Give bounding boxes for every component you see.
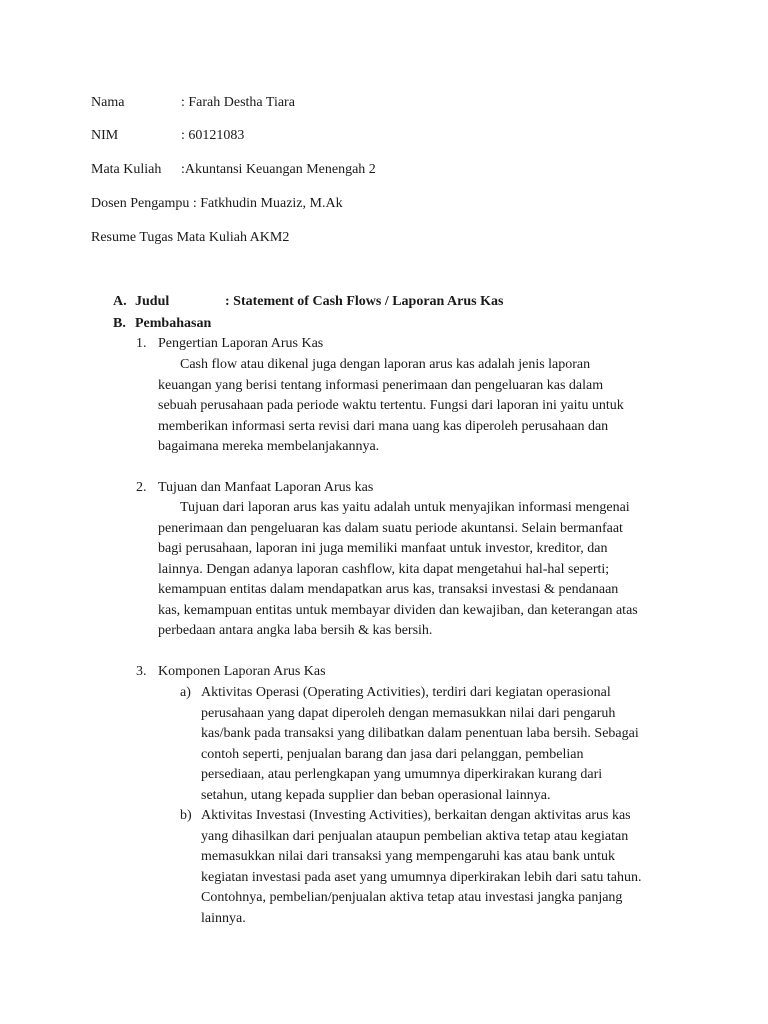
paragraph-line: yang dihasilkan dari penjualan ataupun pembelian aktiva tetap atau kegiatan [201,828,629,844]
paragraph-line: kemampuan entitas dalam mendapatkan arus kas, transaksi investasi & pendanaan [158,582,619,597]
item-2-marker: 2. [136,480,147,495]
nim-label: NIM [91,128,119,143]
resume-line: Resume Tugas Mata Kuliah AKM2 [91,230,290,245]
paragraph-line: sebuah perusahaan pada periode waktu tertentu. Fungsi dari laporan ini yaitu untuk [158,398,624,413]
paragraph-line: lainnya. [201,910,246,926]
mata-kuliah-row [91,160,376,181]
section-a-marker: A. [113,294,127,309]
mata-kuliah-label: Mata Kuliah [91,162,162,177]
item-2-paragraph [158,498,688,642]
paragraph-line: perbedaan antara angka laba bersih & kas bersih. [158,623,433,638]
dosen-row [91,194,343,215]
dosen-line: Dosen Pengampu : Fatkhudin Muaziz, M.Ak [91,196,343,211]
section-a-judul [113,292,503,313]
paragraph-line: bagi perusahaan, laporan ini juga memiliki manfaat untuk investor, kreditor, dan [158,541,608,556]
item-1-paragraph [158,355,688,458]
paragraph-line: lainnya. Dengan adanya laporan cashflow, kita dapat mengetahui hal-hal seperti; [158,561,610,577]
section-b-label: Pembahasan [135,316,212,331]
item-3-marker: 3. [136,664,147,679]
paragraph-line: perusahaan yang dapat diperoleh dengan memasukkan nilai dari pengaruh [201,705,616,721]
subitem-b-marker: b) [180,808,192,823]
paragraph-line: setahun, utang kepada supplier dan beban operasional lainnya. [201,787,551,803]
paragraph-line: keuangan yang berisi tentang informasi penerimaan dan pengeluaran kas dalam [158,377,604,393]
paragraph-line: penerimaan dan pengeluaran kas dalam suatu periode akuntansi. Selain bermanfaat [158,520,623,536]
section-a-label: Judul [135,294,170,309]
subitem-a-paragraph [201,683,681,806]
paragraph-line: contoh seperti, penjualan barang dan jasa dari pelanggan, pembelian [201,746,584,762]
item-1-title: Pengertian Laporan Arus Kas [158,336,324,351]
subitem-b-marker-wrap [180,806,201,827]
section-b-marker: B. [113,316,126,331]
paragraph-line: Cash flow atau dikenal juga dengan laporan arus kas adalah jenis laporan [180,357,591,372]
paragraph-line: memasukkan nilai dari transaksi yang mempengaruhi kas atau bank untuk [201,849,616,864]
paragraph-line: kas, kemampuan entitas untuk membayar dividen dan kewajiban, dan keterangan atas [158,602,638,618]
nama-row [91,93,295,114]
paragraph-line: Aktivitas Investasi (Investing Activities), berkaitan dengan aktivitas arus kas [201,808,631,823]
mata-kuliah-value: :Akuntansi Keuangan Menengah 2 [181,162,376,177]
paragraph-line: Tujuan dari laporan arus kas yaitu adalah untuk menyajikan informasi mengenai [180,500,630,515]
paragraph-line: bagaimana mereka membelanjakannya. [158,439,380,454]
nim-value: : 60121083 [181,128,245,143]
paragraph-line: memberikan informasi serta revisi dari mana uang kas diperoleh perusahaan dan [158,418,609,434]
item-2-heading [136,478,373,499]
resume-row [91,228,289,249]
paragraph-line: Aktivitas Operasi (Operating Activities), terdiri dari kegiatan operasional [201,685,611,700]
paragraph-line: persediaan, atau perlengkapan yang umumnya diperkirakan kurang dari [201,767,603,782]
nim-row [91,126,244,147]
item-1-heading [136,334,323,355]
subitem-a-marker-wrap [180,683,201,704]
paragraph-line: Contohnya, pembelian/penjualan aktiva tetap atau investasi jangka panjang [201,890,623,905]
paragraph-line: kegiatan investasi pada aset yang umumnya diperkirakan lebih dari satu tahun. [201,869,642,885]
item-1-marker: 1. [136,336,147,351]
section-b-pembahasan [113,314,211,335]
item-3-title: Komponen Laporan Arus Kas [158,664,326,679]
subitem-a-marker: a) [180,685,191,700]
nama-value: : Farah Destha Tiara [181,95,295,110]
nama-label: Nama [91,95,125,110]
item-3-heading [136,662,326,683]
section-a-value: : Statement of Cash Flows / Laporan Arus Kas [225,294,504,309]
item-2-title: Tujuan dan Manfaat Laporan Arus kas [158,480,374,495]
subitem-b-paragraph [201,806,681,929]
paragraph-line: kas/bank pada transaksi yang dilibatkan dalam penentuan laba bersih. Sebagai [201,726,639,741]
